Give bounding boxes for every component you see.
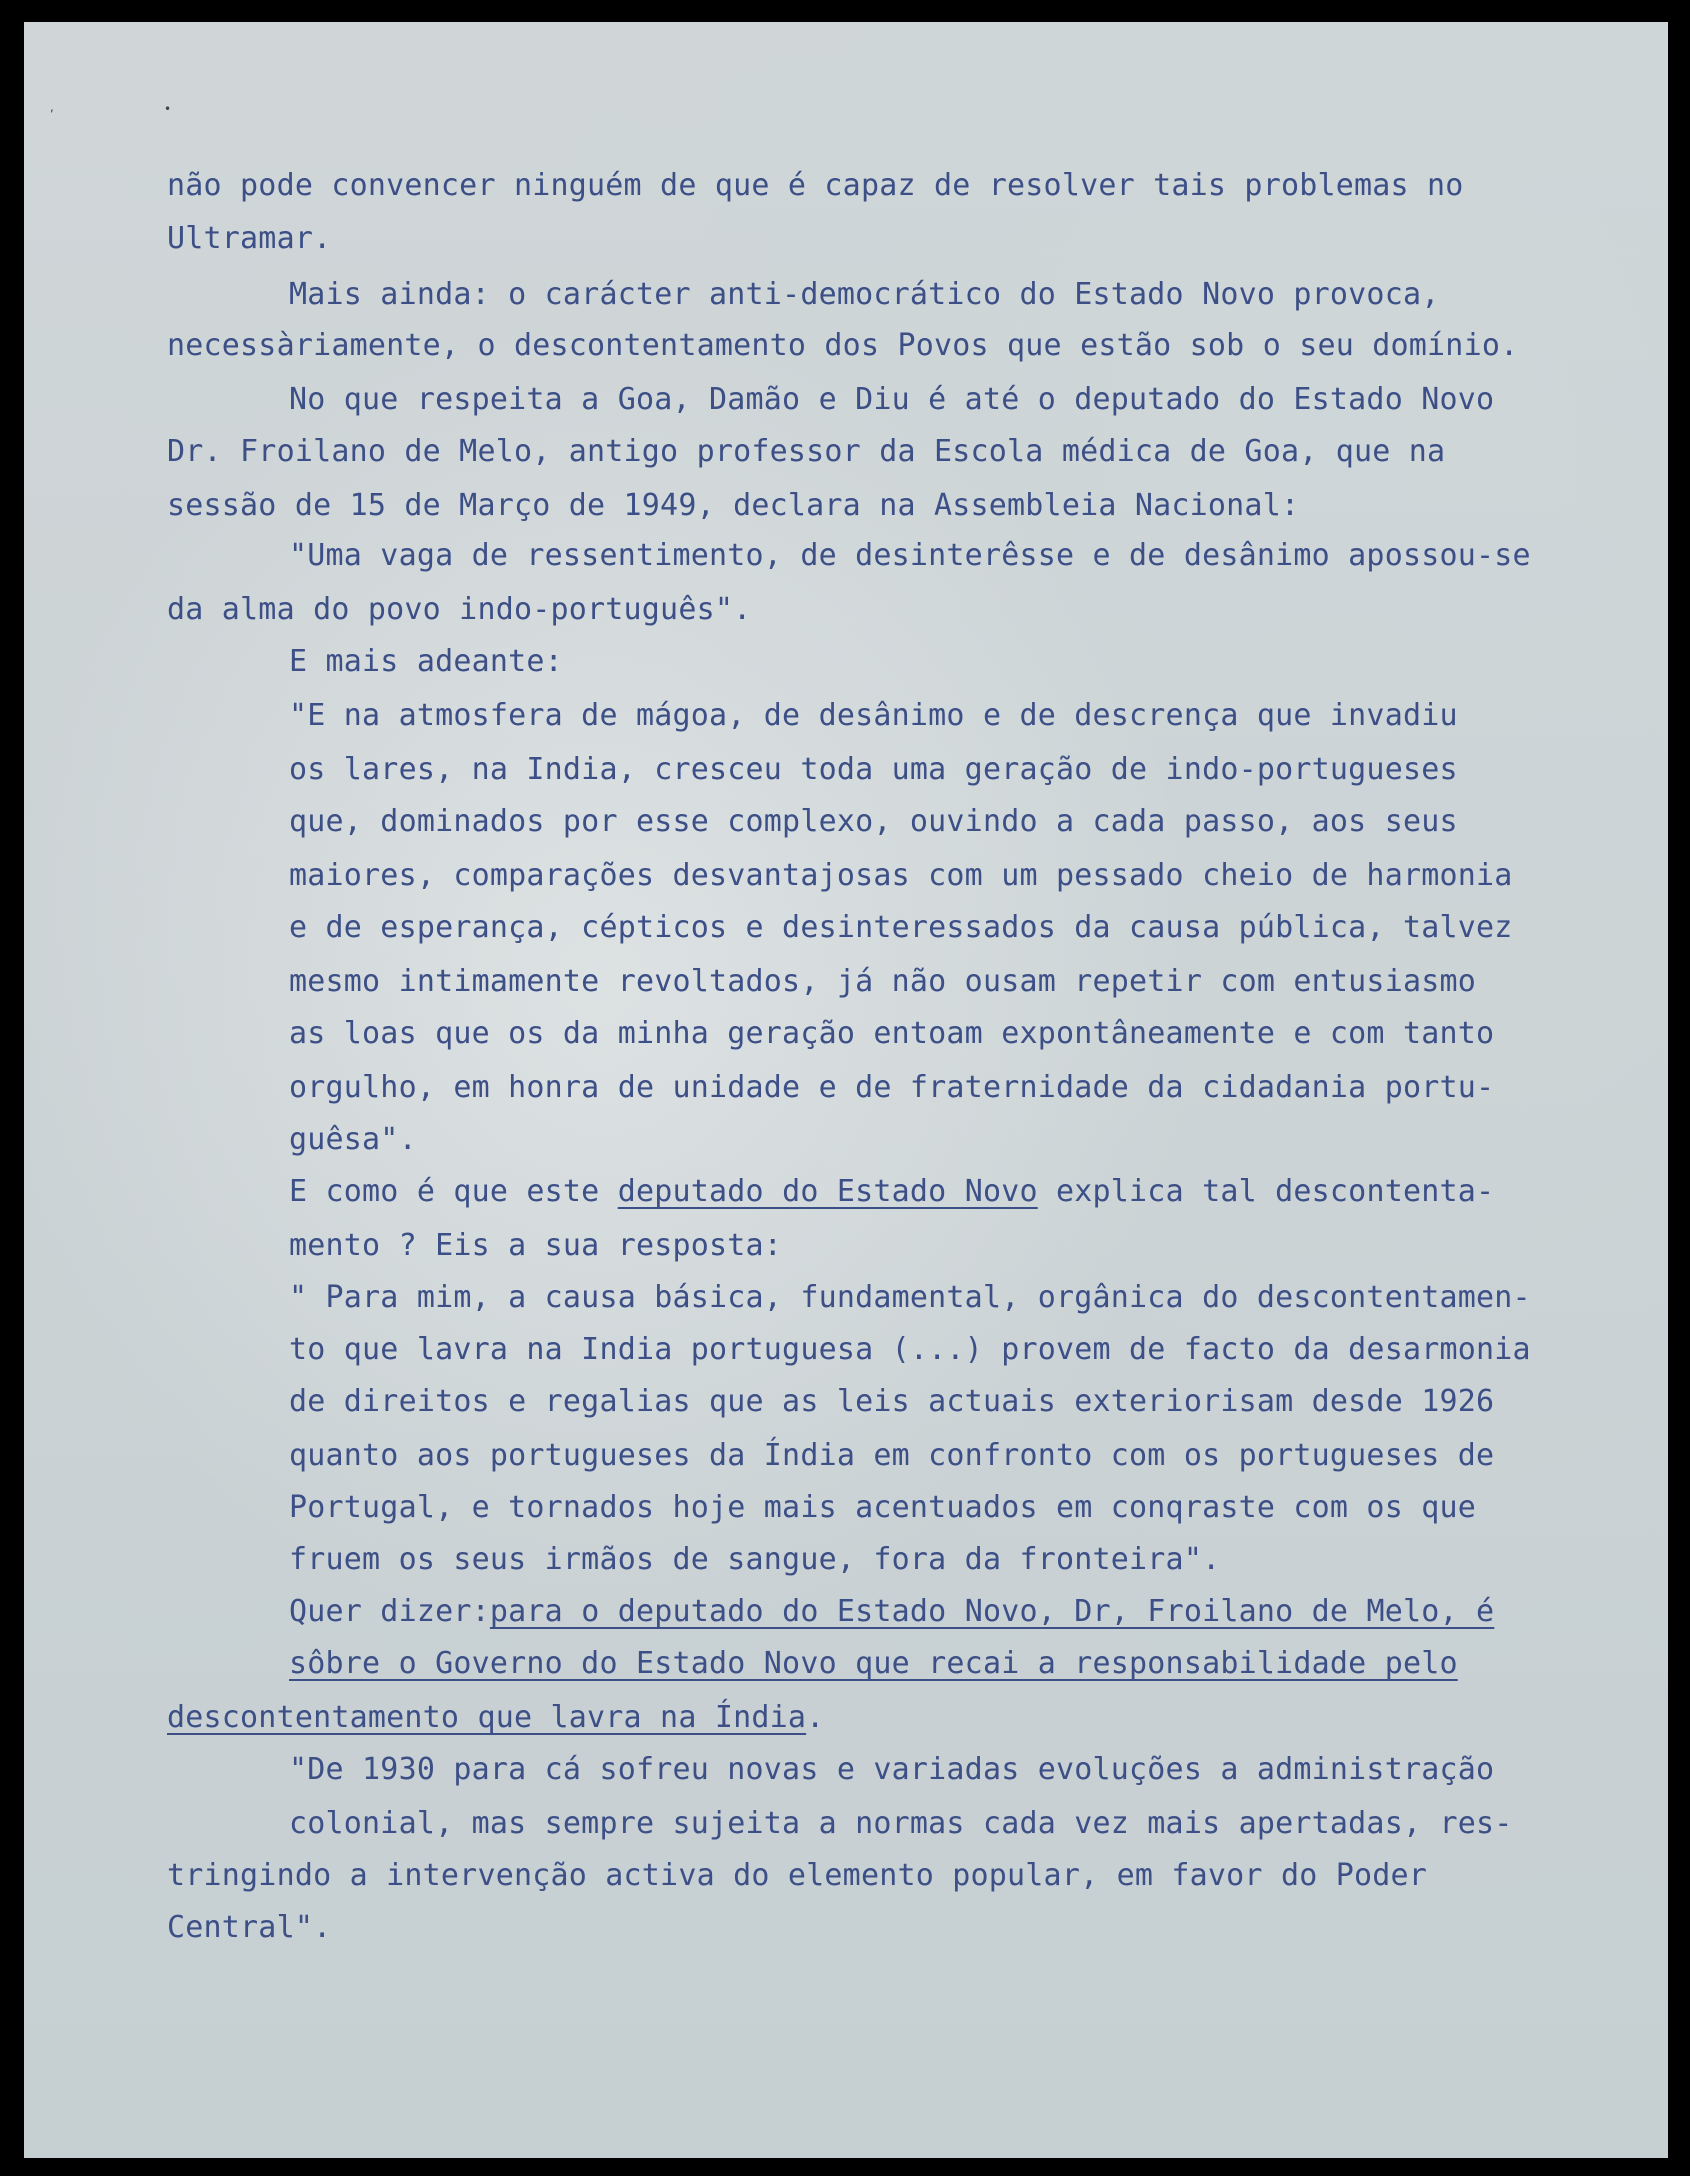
- text-line: maiores, comparações desvantajosas com um pessado cheio de harmonia: [289, 858, 1513, 893]
- text-line: da alma do povo indo-português".: [167, 592, 752, 627]
- typewritten-page: [24, 22, 1668, 2158]
- text-line: "E na atmosfera de mágoa, de desânimo e de descrença que invadiu: [289, 698, 1458, 733]
- text-line: guêsa".: [289, 1122, 417, 1157]
- text-line: E mais adeante:: [289, 644, 563, 679]
- underlined-phrase: sôbre o Governo do Estado Novo que recai a responsabilidade pelo: [289, 1646, 1458, 1681]
- underlined-phrase: para o deputado do Estado Novo, Dr, Froilano de Melo, é: [489, 1594, 1495, 1629]
- text-segment: Quer dizer:: [289, 1594, 490, 1629]
- text-line: [289, 1646, 1458, 1682]
- text-line: os lares, na India, cresceu toda uma geração de indo-portugueses: [289, 752, 1458, 787]
- text-line: que, dominados por esse complexo, ouvindo a cada passo, aos seus: [289, 804, 1458, 839]
- text-line: Dr. Froilano de Melo, antigo professor da Escola médica de Goa, que na: [167, 434, 1446, 469]
- text-line: fruem os seus irmãos de sangue, fora da fronteira".: [289, 1542, 1221, 1577]
- text-line: colonial, mas sempre sujeita a normas cada vez mais apertadas, res-: [289, 1806, 1513, 1841]
- text-line: não pode convencer ninguém de que é capaz de resolver tais problemas no: [167, 168, 1464, 203]
- text-line: necessàriamente, o descontentamento dos Povos que estão sob o seu domínio.: [167, 328, 1519, 363]
- text-line: [289, 1594, 1494, 1630]
- text-line: [167, 1700, 824, 1736]
- text-line: sessão de 15 de Março de 1949, declara na Assembleia Nacional:: [167, 488, 1300, 523]
- text-line: quanto aos portugueses da Índia em confronto com os portugueses de: [289, 1438, 1495, 1473]
- text-line: [289, 1174, 1494, 1210]
- stray-mark: ,: [50, 100, 54, 114]
- text-line: mesmo intimamente revoltados, já não ousam repetir com entusiasmo: [289, 964, 1476, 999]
- text-segment: .: [806, 1700, 825, 1735]
- text-line: Portugal, e tornados hoje mais acentuados em conqraste com os que: [289, 1490, 1476, 1525]
- text-line: "De 1930 para cá sofreu novas e variadas evoluções a administração: [289, 1752, 1495, 1787]
- text-line: " Para mim, a causa básica, fundamental, orgânica do descontentamen-: [289, 1280, 1531, 1315]
- text-line: to que lavra na India portuguesa (...) provem de facto da desarmonia: [289, 1332, 1531, 1367]
- text-line: Ultramar.: [167, 221, 332, 256]
- text-line: mento ? Eis a sua resposta:: [289, 1228, 783, 1263]
- text-line: Central".: [167, 1910, 332, 1945]
- text-line: No que respeita a Goa, Damão e Diu é até o deputado do Estado Novo: [289, 382, 1495, 417]
- text-line: "Uma vaga de ressentimento, de desinterêsse e de desânimo apossou-se: [289, 538, 1531, 573]
- text-line: orgulho, em honra de unidade e de fraternidade da cidadania portu-: [289, 1070, 1495, 1105]
- text-segment: explica tal descontenta-: [1037, 1174, 1495, 1209]
- underlined-phrase: descontentamento que lavra na Índia: [167, 1700, 807, 1735]
- text-line: de direitos e regalias que as leis actuais exteriorisam desde 1926: [289, 1384, 1495, 1419]
- text-line: as loas que os da minha geração entoam expontâneamente e com tanto: [289, 1016, 1495, 1051]
- body-text: [24, 22, 1668, 2158]
- text-line: Mais ainda: o carácter anti-democrático do Estado Novo provoca,: [289, 277, 1440, 312]
- underlined-phrase: deputado do Estado Novo: [617, 1174, 1038, 1209]
- stray-mark: •: [164, 102, 172, 116]
- text-line: tringindo a intervenção activa do elemento popular, em favor do Poder: [167, 1858, 1428, 1893]
- text-line: e de esperança, cépticos e desinteressados da causa pública, talvez: [289, 910, 1513, 945]
- text-segment: E como é que este: [289, 1174, 618, 1209]
